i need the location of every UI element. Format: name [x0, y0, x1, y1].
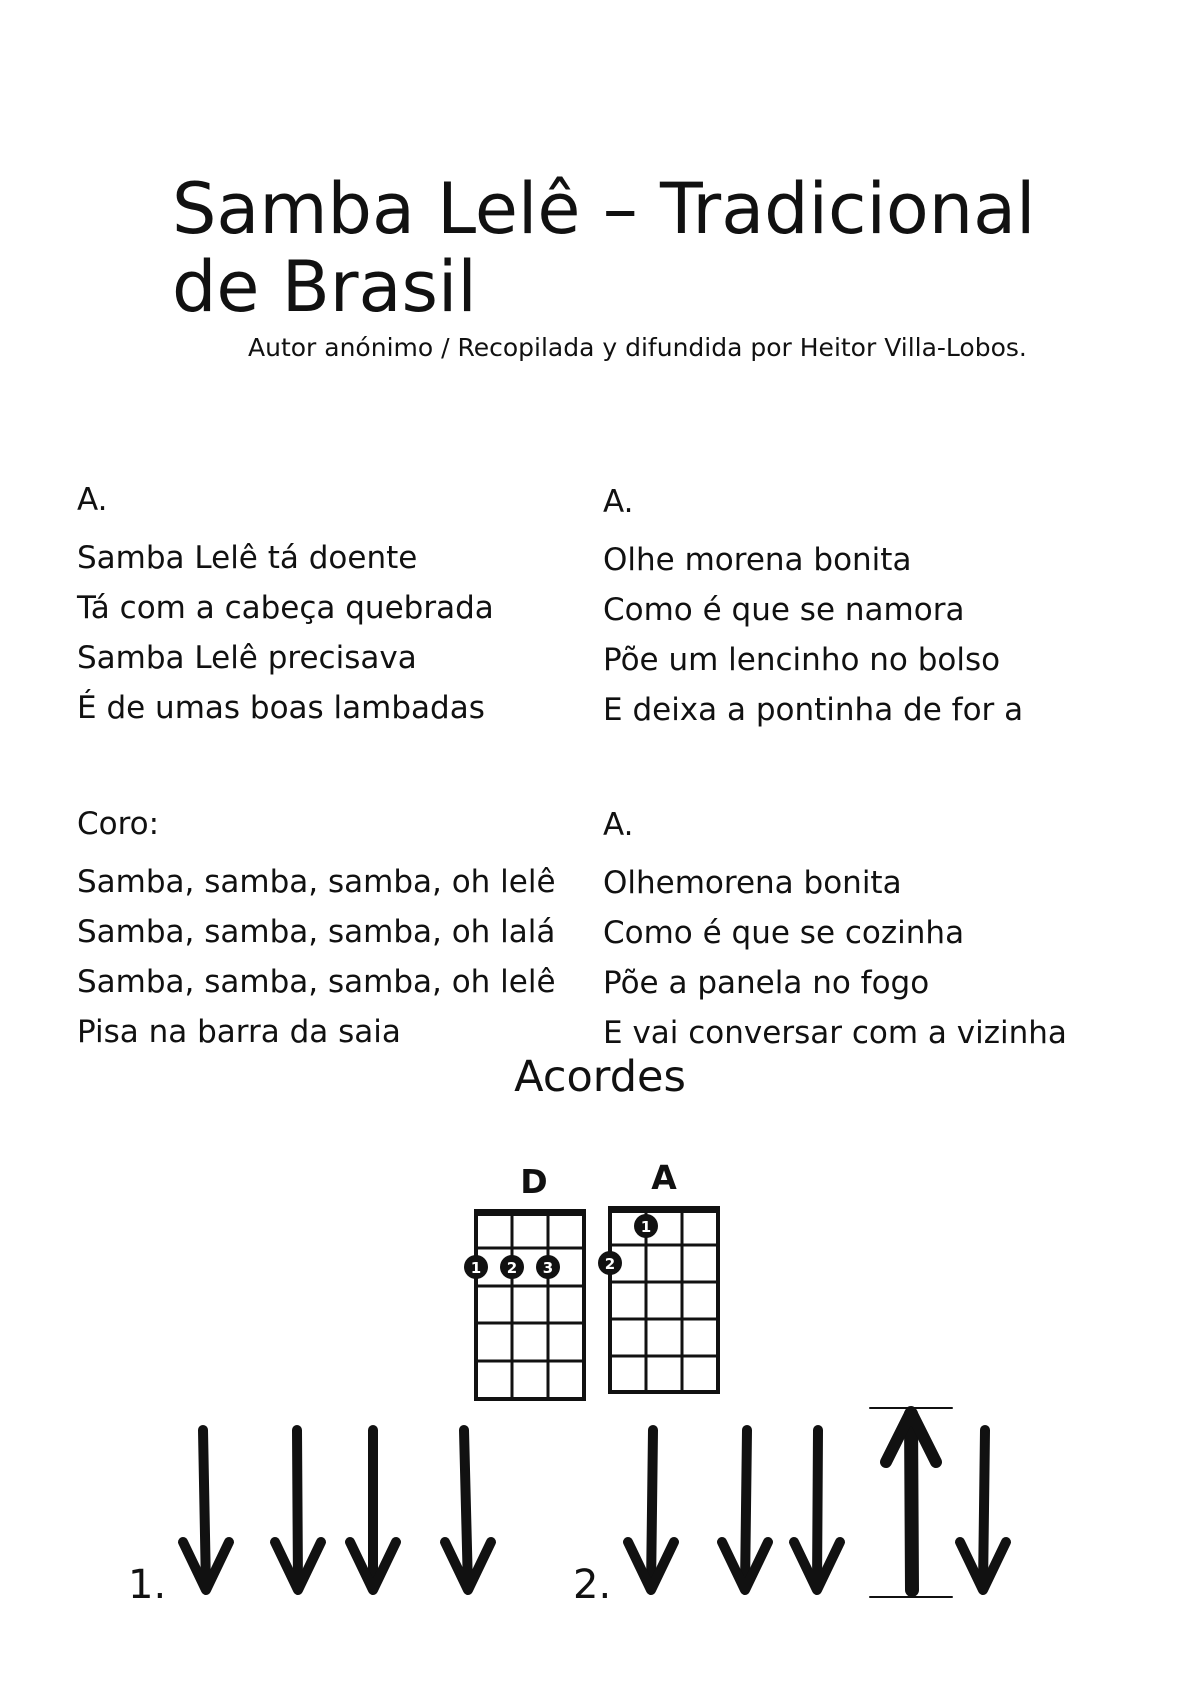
- svg-text:2: 2: [604, 1255, 616, 1273]
- svg-text:3: 3: [542, 1259, 554, 1277]
- lyric-line: Põe a panela no fogo: [603, 965, 930, 1001]
- chords-heading: Acordes: [514, 1052, 686, 1102]
- down-arrow-icon: [350, 1430, 396, 1590]
- stanza-verse-1: [77, 480, 494, 738]
- strumming-patterns: [0, 1400, 1200, 1620]
- lyric-line: Tá com a cabeça quebrada: [77, 590, 494, 626]
- finger-dot: [536, 1255, 560, 1279]
- chord-a-diagram: [590, 1200, 725, 1400]
- chord-a-name: A: [651, 1158, 677, 1197]
- svg-text:1: 1: [470, 1259, 482, 1277]
- chord-d-diagram: [460, 1205, 595, 1405]
- pattern-2-label: 2.: [573, 1562, 612, 1608]
- lyric-line: Samba Lelê precisava: [77, 640, 417, 676]
- down-arrow-icon: [628, 1430, 674, 1590]
- down-arrow-icon: [183, 1430, 229, 1590]
- lyric-line: Como é que se namora: [603, 592, 965, 628]
- down-arrow-icon: [960, 1430, 1006, 1590]
- lyric-line: Põe um lencinho no bolso: [603, 642, 1001, 678]
- lyric-line: Samba, samba, samba, oh lalá: [77, 914, 556, 950]
- down-arrow-icon: [722, 1430, 768, 1590]
- chord-d-name: D: [520, 1162, 548, 1201]
- down-arrow-icon: [445, 1430, 491, 1590]
- lyric-line: Olhemorena bonita: [603, 865, 902, 901]
- down-arrow-icon: [794, 1430, 840, 1590]
- finger-dot: [598, 1251, 622, 1275]
- lyric-line: Samba, samba, samba, oh lelê: [77, 864, 556, 900]
- pattern-1-label: 1.: [128, 1562, 167, 1608]
- lyric-line: Olhe morena bonita: [603, 542, 912, 578]
- up-arrow-icon: [870, 1408, 952, 1597]
- stanza-heading: A.: [603, 807, 634, 843]
- finger-dot: [634, 1214, 658, 1238]
- lyric-line: Samba Lelê tá doente: [77, 540, 418, 576]
- svg-text:2: 2: [506, 1259, 518, 1277]
- stanza-chorus: [77, 804, 556, 1062]
- song-title: Samba Lelê – Tradicional de Brasil: [172, 168, 1036, 328]
- stanza-heading: A.: [603, 484, 634, 520]
- stanza-verse-2: [603, 482, 1023, 740]
- down-arrow-icon: [275, 1430, 321, 1590]
- song-subtitle: Autor anónimo / Recopilada y difundida por Heitor Villa-Lobos.: [248, 333, 1027, 362]
- stanza-heading: A.: [77, 482, 108, 518]
- finger-dot: [500, 1255, 524, 1279]
- fretboard-frame: [476, 1211, 584, 1399]
- lyric-line: Pisa na barra da saia: [77, 1014, 401, 1050]
- stanza-verse-3: [603, 805, 1067, 1063]
- fretboard-frame: [610, 1208, 718, 1392]
- lyric-line: Samba, samba, samba, oh lelê: [77, 964, 556, 1000]
- lyric-line: E vai conversar com a vizinha: [603, 1015, 1067, 1051]
- finger-dot: [464, 1255, 488, 1279]
- lyric-line: E deixa a pontinha de for a: [603, 692, 1024, 728]
- lyric-line: Como é que se cozinha: [603, 915, 965, 951]
- svg-text:1: 1: [640, 1218, 652, 1236]
- stanza-heading: Coro:: [77, 806, 160, 842]
- lyric-line: É de umas boas lambadas: [77, 690, 485, 726]
